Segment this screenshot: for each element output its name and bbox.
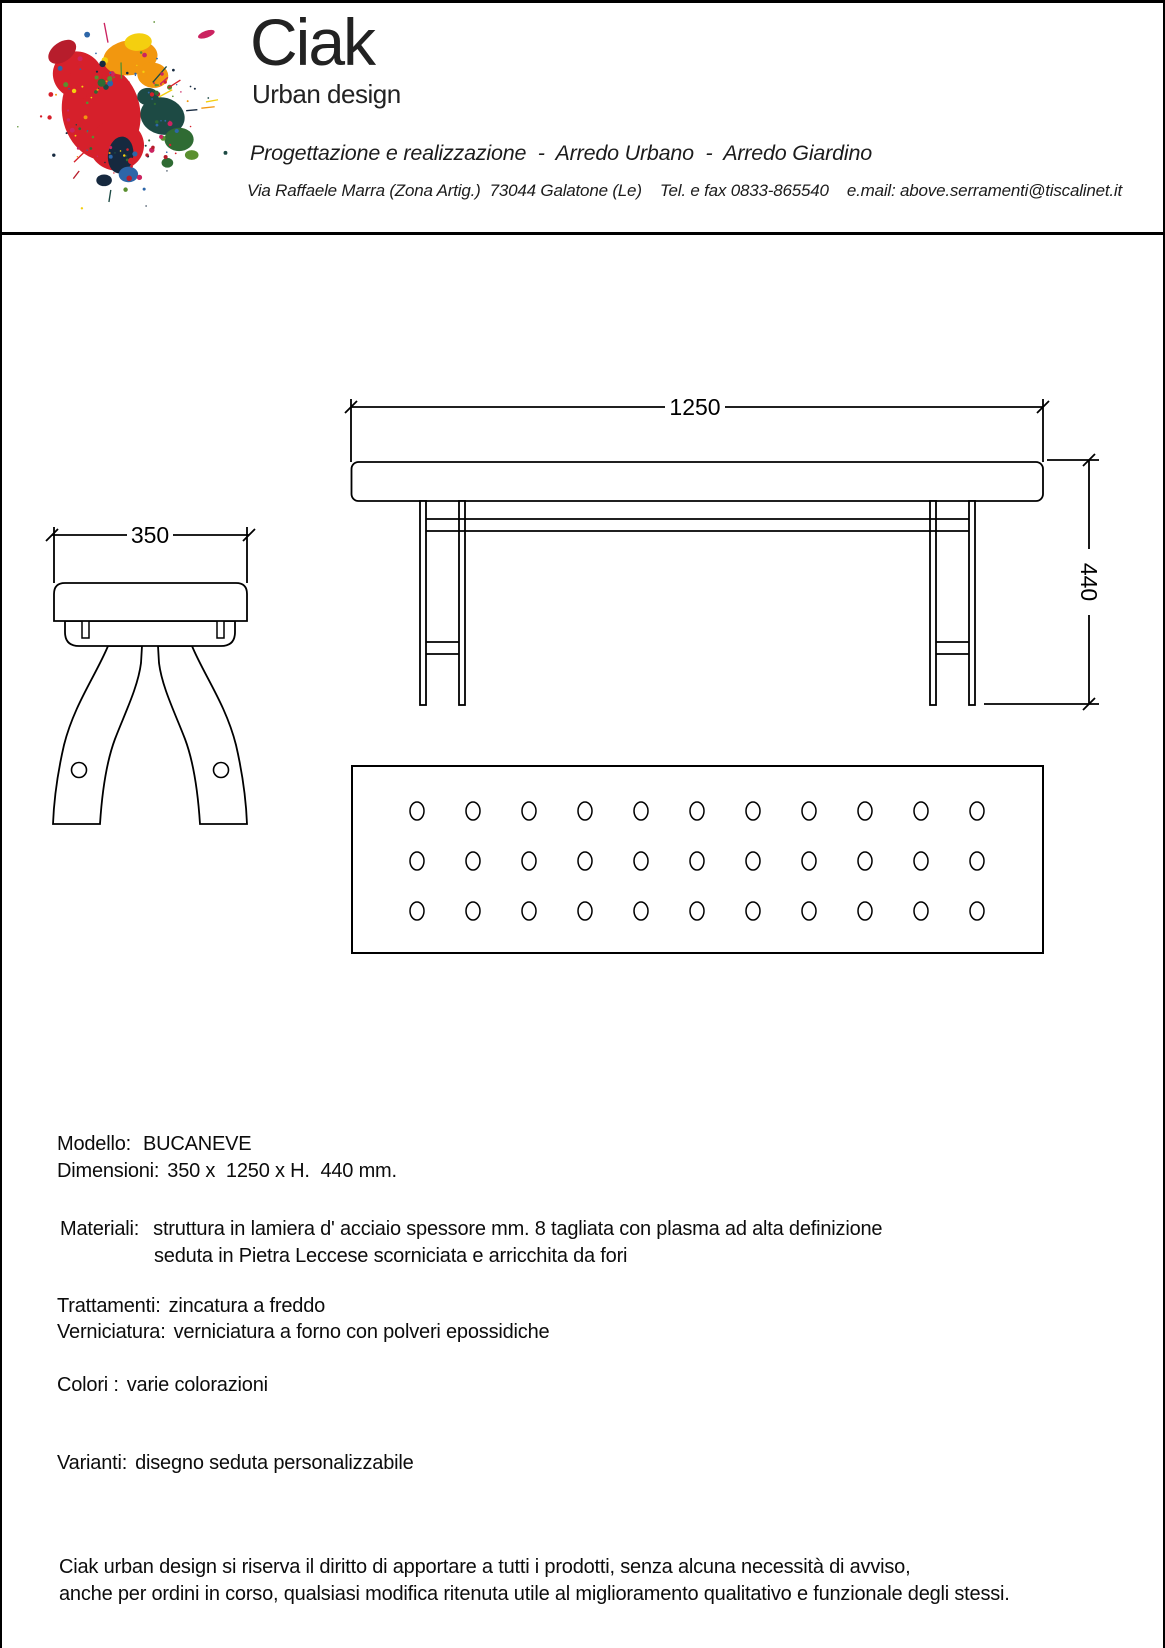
front-seat-slab (352, 462, 1044, 501)
spec-row-trattamenti (57, 1295, 325, 1318)
disclaimer-line-1: Ciak urban design si riserva il diritto di apportare a tutti i prodotti, senza alcuna necessità di avviso, (59, 1556, 911, 1578)
spec-row-materiali (60, 1218, 882, 1241)
spec-row-modello (57, 1133, 251, 1156)
spec-label: Trattamenti: (57, 1295, 161, 1317)
spec-row-materiali-line2 (154, 1245, 627, 1268)
spec-label: Verniciatura: (57, 1321, 166, 1343)
spec-label: Modello: (57, 1133, 131, 1155)
spec-row-verniciatura (57, 1321, 549, 1344)
spec-value: struttura in lamiera d' acciaio spessore mm. 8 tagliata con plasma ad alta definizione (153, 1218, 883, 1240)
spec-label: Dimensioni: (57, 1160, 160, 1182)
spec-label: Colori : (57, 1374, 119, 1396)
brand-name: Ciak (250, 5, 375, 79)
spec-value: seduta in Pietra Leccese scorniciata e arricchita da fori (154, 1245, 628, 1267)
side-view (46, 527, 255, 824)
side-seat-slab (54, 583, 247, 621)
spec-label: Varianti: (57, 1452, 128, 1474)
spec-row-colori (57, 1374, 268, 1397)
spec-value: varie colorazioni (126, 1374, 268, 1396)
technical-drawing (2, 3, 1165, 1648)
company-tagline: Progettazione e realizzazione - Arredo Urbano - Arredo Giardino (250, 141, 872, 165)
spec-value: 350 x 1250 x H. 440 mm. (167, 1160, 397, 1182)
spec-value: disegno seduta personalizzabile (135, 1452, 414, 1474)
spec-value: BUCANEVE (143, 1133, 252, 1155)
front-view (345, 399, 1099, 710)
spec-row-dimensioni (57, 1160, 397, 1183)
spec-label: Materiali: (60, 1218, 140, 1240)
brand-subtitle: Urban design (252, 79, 401, 109)
spec-value: zincatura a freddo (168, 1295, 326, 1317)
company-address-line: Via Raffaele Marra (Zona Artig.) 73044 Galatone (Le) Tel. e fax 0833-865540 e.mail: above.serramenti@tiscalinet.it (247, 181, 1123, 200)
side-leg-hole (214, 763, 229, 778)
spec-row-varianti (57, 1452, 414, 1475)
front-width-label: 1250 (669, 394, 721, 420)
height-label: 440 (1076, 562, 1102, 602)
front-legs (420, 501, 975, 705)
plan-view (352, 766, 1043, 953)
side-legs (53, 646, 247, 824)
spec-value: verniciatura a forno con polveri epossidiche (173, 1321, 550, 1343)
side-bracket (65, 621, 235, 646)
side-depth-label: 350 (130, 522, 170, 548)
side-leg-hole (72, 763, 87, 778)
disclaimer-line-2: anche per ordini in corso, qualsiasi modifica ritenuta utile al miglioramento qualitativo e funzionale degli stessi. (59, 1583, 1010, 1605)
